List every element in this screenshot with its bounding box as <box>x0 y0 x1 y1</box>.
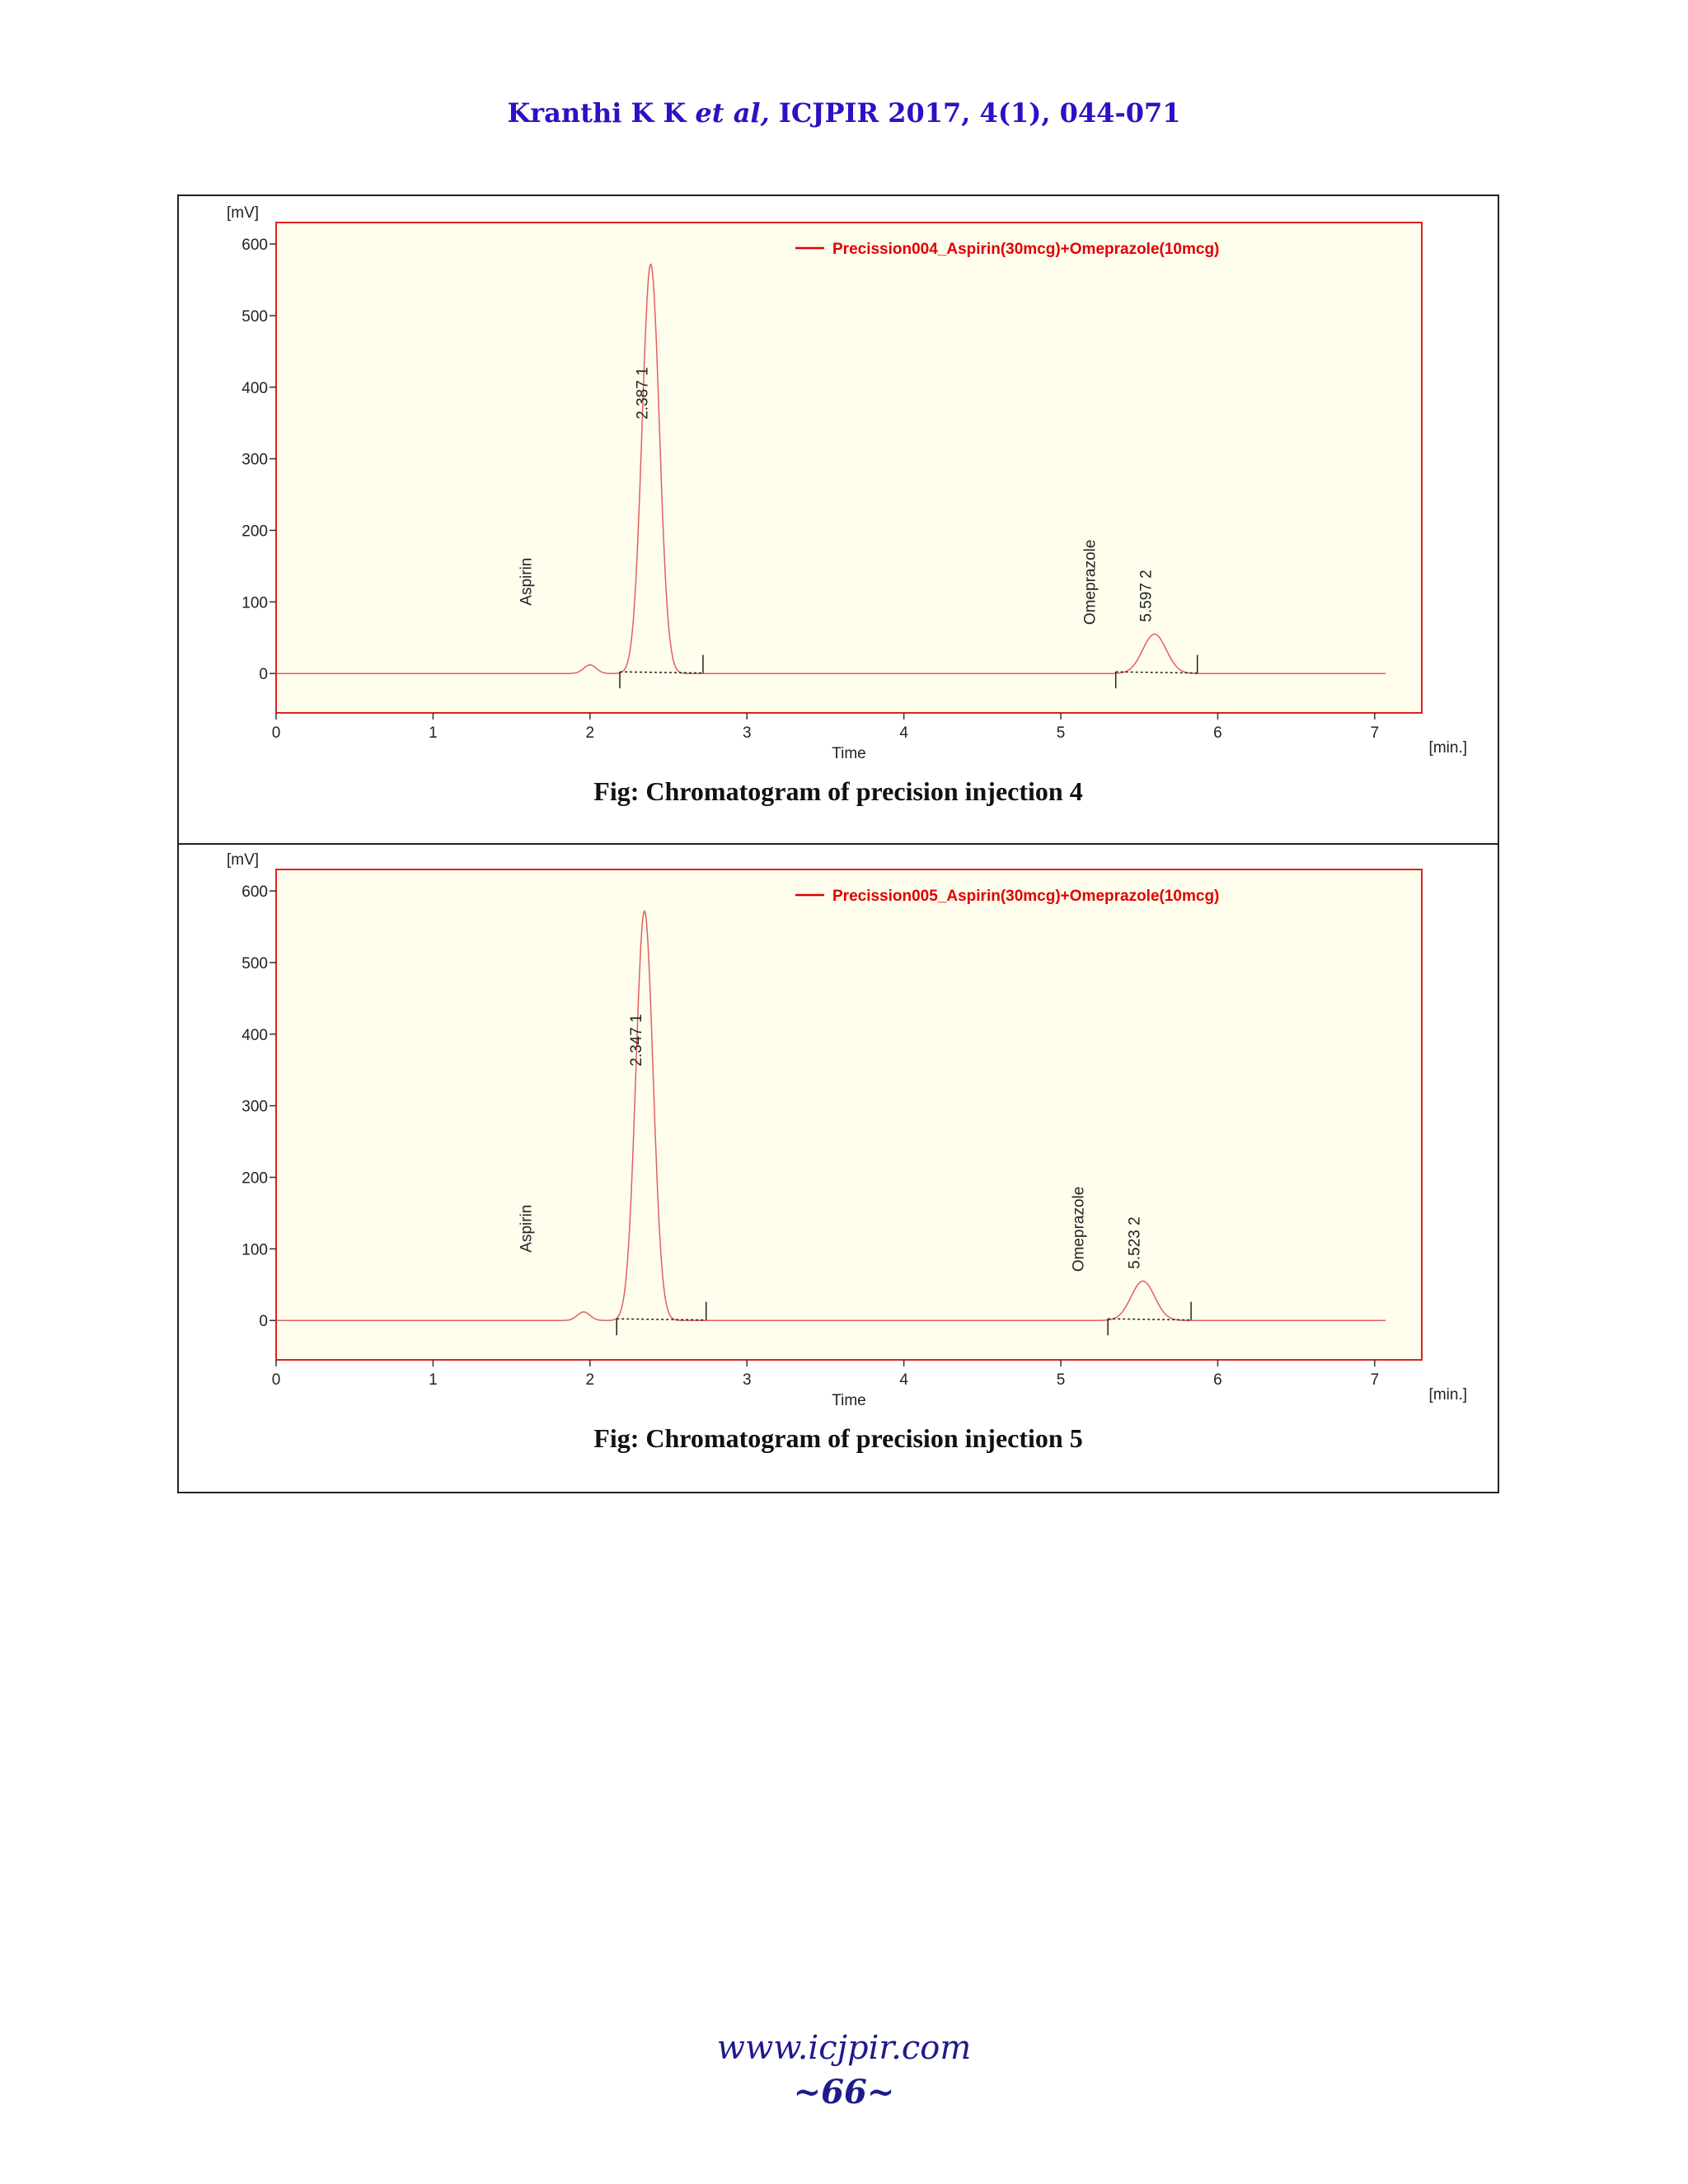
peak-retention-time: 5.523 2 <box>1126 1216 1144 1269</box>
x-tick-label: 7 <box>1370 724 1380 742</box>
y-tick-label: 200 <box>241 523 268 541</box>
peak-compound-label: Aspirin <box>518 1204 536 1253</box>
y-tick-label: 400 <box>241 1026 268 1044</box>
y-tick-label: 300 <box>241 451 268 469</box>
y-tick-label: 0 <box>259 1313 268 1331</box>
header-authors: Kranthi K K <box>507 97 696 129</box>
caption-injection-5: Fig: Chromatogram of precision injection 5 <box>593 1423 1083 1453</box>
x-tick-label: 3 <box>742 1371 752 1389</box>
y-tick-label: 500 <box>241 307 268 326</box>
x-axis-label: Time <box>832 745 866 762</box>
x-axis-unit: [min.] <box>1428 1386 1467 1404</box>
y-tick-label: 400 <box>241 379 268 397</box>
peak-retention-time: 2.387 1 <box>634 367 652 419</box>
x-tick-label: 0 <box>271 724 281 742</box>
y-tick-label: 600 <box>241 237 268 255</box>
legend-label: Precission004_Aspirin(30mcg)+Omeprazole(10mcg) <box>832 241 1220 258</box>
y-axis-label: [mV] <box>227 204 260 222</box>
header-etal: et al, <box>695 97 770 129</box>
x-axis-unit: [min.] <box>1428 739 1467 757</box>
x-tick-label: 5 <box>1056 1371 1066 1389</box>
peak-compound-label: Omeprazole <box>1081 539 1100 626</box>
x-tick-label: 1 <box>429 724 438 742</box>
peak-retention-time: 2.347 1 <box>627 1014 645 1066</box>
chromatogram-injection-4 <box>198 202 1484 771</box>
y-tick-label: 200 <box>241 1169 268 1188</box>
chromatogram-injection-5 <box>198 849 1484 1418</box>
page-number: ~66~ <box>793 2073 895 2111</box>
y-axis-label: [mV] <box>227 851 260 869</box>
legend-label: Precission005_Aspirin(30mcg)+Omeprazole(10mcg) <box>832 888 1220 905</box>
x-tick-label: 4 <box>899 1371 908 1389</box>
header-citation: ICJPIR 2017, 4(1), 044-071 <box>769 97 1181 129</box>
x-tick-label: 1 <box>429 1371 438 1389</box>
y-tick-label: 100 <box>241 594 268 612</box>
x-tick-label: 7 <box>1370 1371 1380 1389</box>
x-tick-label: 4 <box>899 724 908 742</box>
figure-divider <box>177 843 1499 845</box>
x-tick-label: 0 <box>271 1371 281 1389</box>
x-tick-label: 2 <box>585 1371 595 1389</box>
y-tick-label: 600 <box>241 883 268 902</box>
y-tick-label: 100 <box>241 1241 268 1259</box>
y-tick-label: 500 <box>241 954 268 972</box>
x-tick-label: 5 <box>1056 724 1066 742</box>
plot-area <box>276 869 1422 1360</box>
x-tick-label: 6 <box>1213 724 1222 742</box>
x-axis-label: Time <box>832 1392 866 1409</box>
caption-injection-4: Fig: Chromatogram of precision injection 4 <box>593 776 1083 806</box>
x-tick-label: 2 <box>585 724 595 742</box>
y-tick-label: 0 <box>259 666 268 684</box>
x-tick-label: 3 <box>742 724 752 742</box>
journal-url: www.icjpir.com <box>716 2029 972 2067</box>
peak-compound-label: Omeprazole <box>1070 1186 1088 1272</box>
peak-retention-time: 5.597 2 <box>1137 569 1156 622</box>
plot-area <box>276 223 1422 713</box>
running-header <box>0 97 1688 129</box>
x-tick-label: 6 <box>1213 1371 1222 1389</box>
peak-compound-label: Aspirin <box>518 557 536 606</box>
y-tick-label: 300 <box>241 1098 268 1116</box>
